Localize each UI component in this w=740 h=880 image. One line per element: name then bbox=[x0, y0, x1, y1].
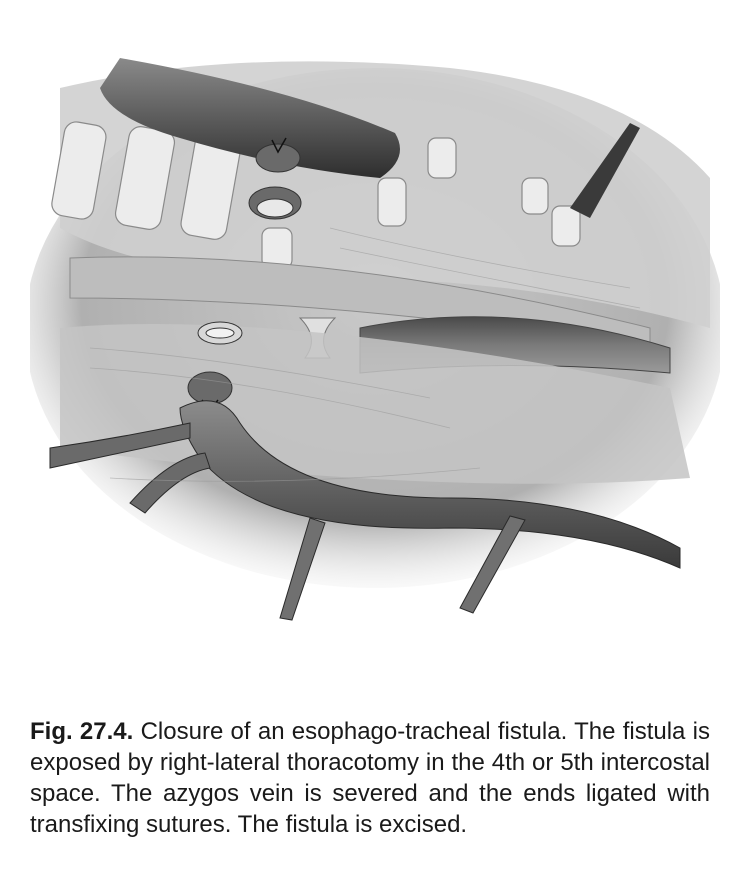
figure-caption-text: Closure of an esophago-tracheal fistula. The fistula is exposed by right-lateral thoracotomy in the 4th or 5th intercostal space. The azygos vein is severed and the ends ligated with transfixing sutures. The fistula is excised. bbox=[30, 718, 711, 838]
figure-caption bbox=[30, 716, 710, 840]
rib bbox=[262, 228, 292, 268]
surgical-illustration bbox=[30, 28, 720, 628]
rib bbox=[522, 178, 548, 214]
rib bbox=[378, 178, 406, 226]
rib bbox=[428, 138, 456, 178]
figure-label: Fig. 27.4. bbox=[30, 718, 134, 745]
rib bbox=[552, 206, 580, 246]
